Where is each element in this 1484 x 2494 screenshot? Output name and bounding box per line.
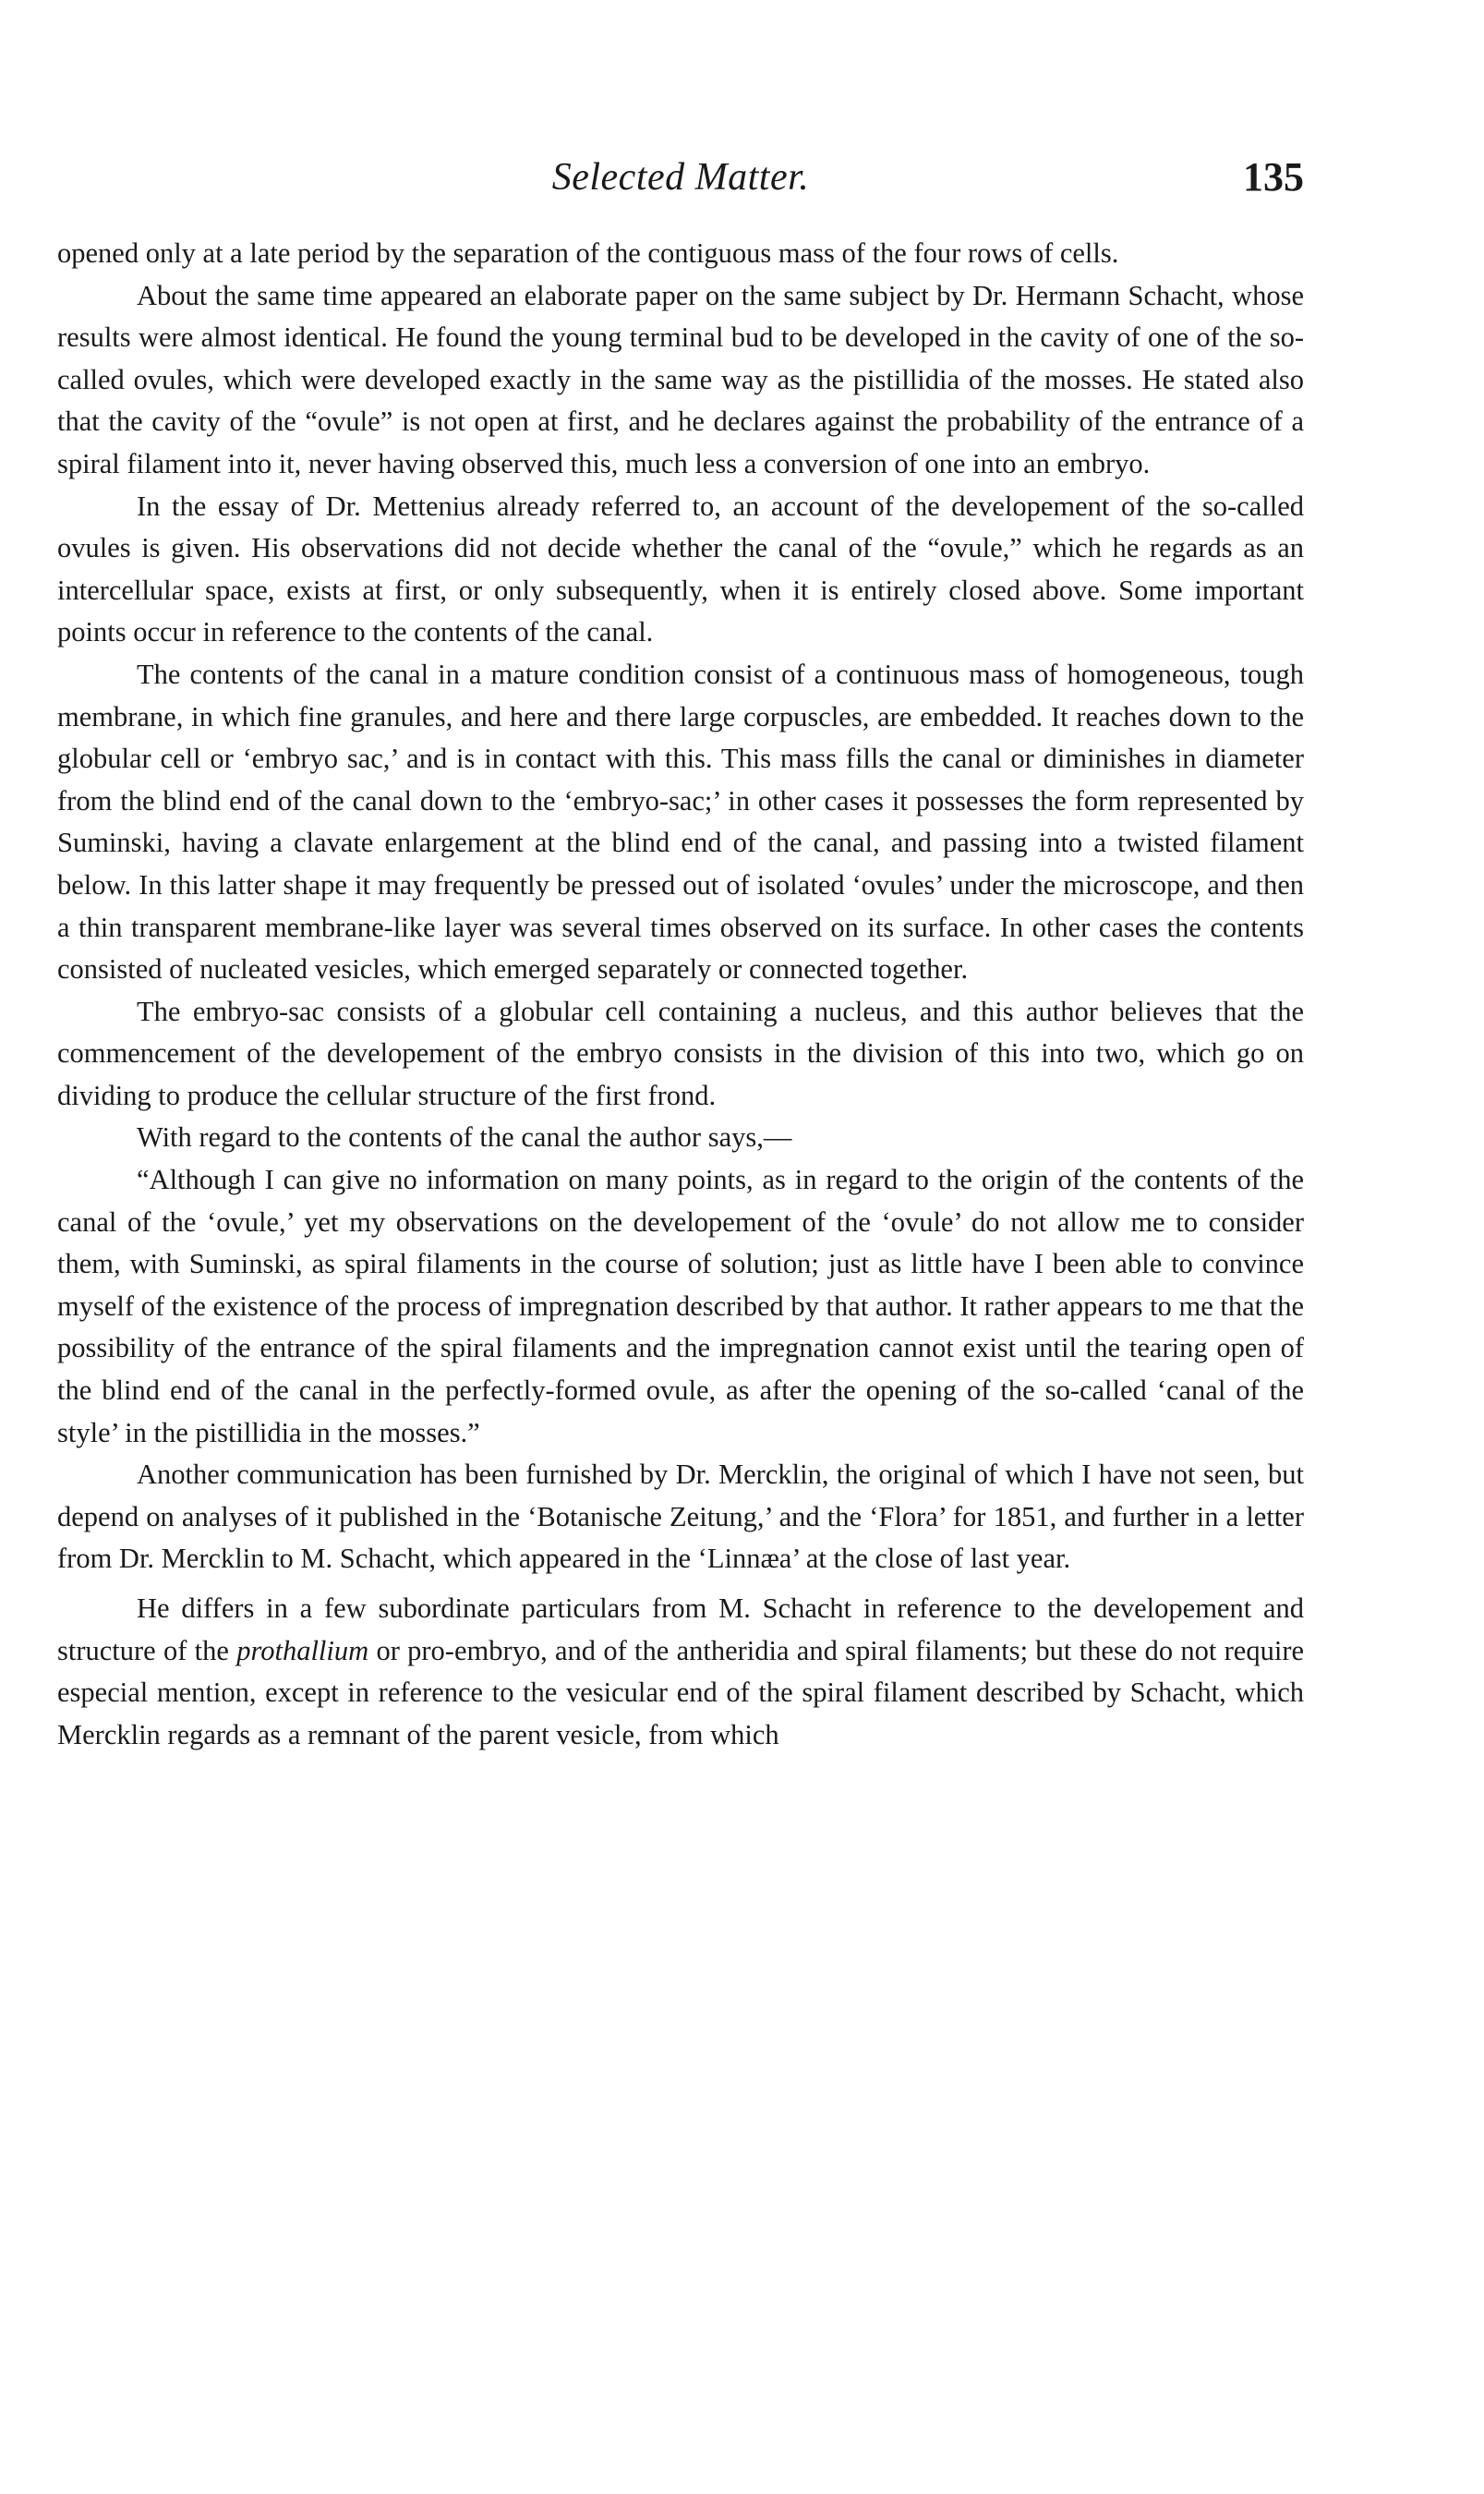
paragraph: In the essay of Dr. Mettenius already referred to, an account of the developement of the so-called ovules is given. His observations did not decide whether the canal of the “ovule,” which he regards as an intercellular space, exists at first, or only subsequently, when it is entirely closed above. Some important points occur in reference to the contents of the canal. <box>57 490 1304 648</box>
italic-term: prothallium <box>236 1634 369 1666</box>
paragraph-last <box>57 1588 1304 1756</box>
paragraph: The contents of the canal in a mature condition consist of a continuous mass of homogeneous, tough membrane, in which fine granules, and here and there large corpuscles, are embedded. It reaches down to the globular cell or ‘embryo sac,’ and is in contact with this. This mass fills the canal or diminishes in diameter from the blind end of the canal down to the ‘embryo-sac;’ in other cases it possesses the form represented by Suminski, having a clavate enlargement at the blind end of the canal, and passing into a twisted filament below. In this latter shape it may frequently be pressed out of isolated ‘ovules’ under the microscope, and then a thin transparent membrane-like layer was several times observed on its surface. In other cases the contents consisted of nucleated vesicles, which emerged separately or connected together. <box>57 658 1304 986</box>
paragraph: The embryo-sac consists of a globular cell containing a nucleus, and this author believes that the commencement of the developement of the embryo consists in the division of this into two, which go on dividing to produce the cellular structure of the first frond. <box>57 995 1304 1111</box>
quotation-paragraph: “Although I can give no information on many points, as in regard to the origin of the contents of the canal of the ‘ovule,’ yet my observations on the developement of the ‘ovule’ do not allow me to consider them, with Suminski, as spiral filaments in the course of solution; just as little have I been able to convince myself of the existence of the process of impregnation described by that author. It rather appears to me that the possibility of the entrance of the spiral filaments and the impregnation cannot exist until the tearing open of the blind end of the canal in the perfectly-formed ovule, as after the opening of the so-called ‘canal of the style’ in the pistillidia in the mosses.” <box>57 1164 1305 1448</box>
book-page <box>57 139 1304 2411</box>
page-header <box>57 139 1304 212</box>
paragraph: About the same time appeared an elaborate paper on the same subject by Dr. Hermann Schacht, whose results were almost identical. He found the young terminal bud to be developed in the cavity of one of the so-called ovules, which were developed exactly in the same way as the pistillidia of the mosses. He stated also that the cavity of the “ovule” is not open at first, and he declares against the probability of the entrance of a spiral filament into it, never having observed this, much less a conversion of one into an embryo. <box>57 279 1304 479</box>
body-text <box>57 233 1304 1756</box>
page-number: 135 <box>1243 154 1304 200</box>
paragraph: With regard to the contents of the canal the author says,— <box>137 1121 792 1154</box>
text-span: or pro-embryo, and of the antheridia and spiral filaments; but these do not require especial mention, except in reference to the vesicular end of the spiral filament described by Schacht, which Mercklin regards as a remnant of the parent vesicle, from which <box>57 1634 1305 1750</box>
paragraph-continued: opened only at a late period by the separation of the contiguous mass of the four rows of cells. <box>57 237 1119 269</box>
running-title: Selected Matter. <box>551 156 810 199</box>
paragraph: Another communication has been furnished by Dr. Mercklin, the original of which I have not seen, but depend on analyses of it published in the ‘Botanische Zeitung,’ and the ‘Flora’ for 1851, and further in a letter from Dr. Mercklin to M. Schacht, which appeared in the ‘Linnæa’ at the close of last year. <box>57 1459 1304 1575</box>
text-span: He differs in a few subordinate particulars from M. Schacht in reference to the developement and structure of the <box>57 1592 1304 1666</box>
